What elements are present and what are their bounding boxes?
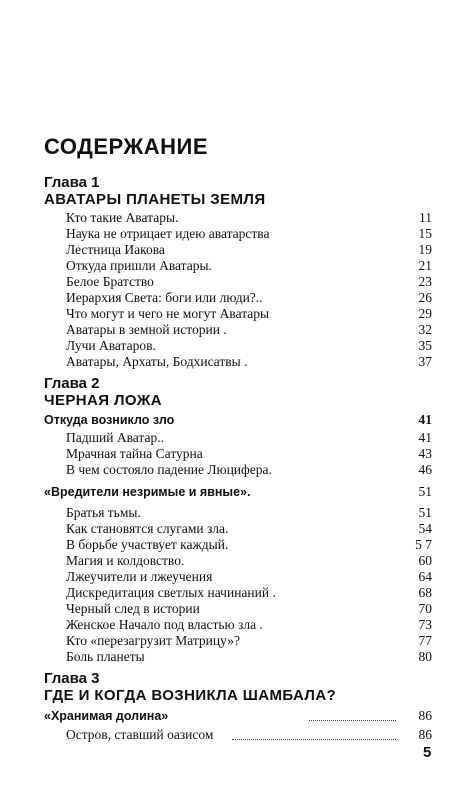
page-title: СОДЕРЖАНИЕ	[44, 134, 209, 159]
toc-entry[interactable]	[66, 210, 432, 226]
toc-entry-page: 60	[418, 553, 432, 568]
toc-entry[interactable]	[66, 537, 432, 553]
toc-entry-title: Иерархия Света: боги или люди?..	[66, 290, 263, 305]
chapter-2-number: Глава 2	[44, 375, 100, 392]
toc-section-title: «Вредители незримые и явные».	[44, 485, 251, 499]
toc-entry[interactable]	[66, 338, 432, 354]
toc-section[interactable]	[44, 708, 432, 724]
toc-entry-page: 23	[418, 274, 432, 289]
toc-entry[interactable]	[66, 430, 432, 446]
chapter-2-title: ЧЕРНАЯ ЛОЖА	[44, 392, 162, 409]
toc-entry-page: 43	[418, 446, 432, 461]
toc-entry[interactable]	[66, 274, 432, 290]
toc-entry-page: 19	[418, 242, 432, 257]
toc-entry-title: Кто такие Аватары.	[66, 210, 179, 225]
toc-entry-title: Откуда пришли Аватары.	[66, 258, 212, 273]
toc-entry-page: 73	[418, 617, 432, 632]
toc-entry[interactable]	[66, 226, 432, 242]
toc-entry-title: Белое Братство	[66, 274, 154, 289]
toc-entry[interactable]	[66, 505, 432, 521]
toc-entry-title: Мрачная тайна Сатурна	[66, 446, 203, 461]
toc-entry-page: 15	[418, 226, 432, 241]
chapter-3-title: ГДЕ И КОГДА ВОЗНИКЛА ШАМБАЛА?	[44, 687, 337, 704]
toc-entry[interactable]	[66, 553, 432, 569]
toc-entry-page: 21	[418, 258, 432, 273]
toc-entry-page: 54	[418, 521, 432, 536]
toc-entry-title: Что могут и чего не могут Аватары	[66, 306, 270, 321]
toc-entry[interactable]	[66, 242, 432, 258]
toc-entry[interactable]	[66, 258, 432, 274]
toc-entry-page: 68	[418, 585, 432, 600]
toc-entry-title: Наука не отрицает идею аватарства	[66, 226, 270, 241]
toc-entry-page: 11	[419, 210, 432, 225]
toc-entry-page: 37	[418, 354, 432, 369]
toc-entry-page: 86	[418, 727, 432, 742]
chapter-3-number: Глава 3	[44, 670, 100, 687]
toc-entry-page: 51	[418, 505, 432, 520]
toc-entry-page: 64	[418, 569, 432, 584]
toc-section-page: 86	[418, 708, 432, 723]
toc-entry[interactable]	[66, 354, 432, 370]
toc-entry-title: Падший Аватар..	[66, 430, 164, 445]
chapter-1-title: АВАТАРЫ ПЛАНЕТЫ ЗЕМЛЯ	[44, 191, 266, 208]
toc-section[interactable]	[44, 484, 432, 500]
toc-entry-page: 32	[418, 322, 432, 337]
toc-entry[interactable]	[66, 446, 432, 462]
toc-entry-title: Аватары в земной истории .	[66, 322, 227, 337]
toc-entry[interactable]	[66, 727, 432, 743]
toc-entry-title: Кто «перезагрузит Матрицу»?	[66, 633, 240, 648]
toc-entry-page: 35	[418, 338, 432, 353]
dot-leader	[232, 739, 396, 740]
toc-entry-title: Черный след в истории	[66, 601, 200, 616]
toc-entry-title: Дискредитация светлых начинаний .	[66, 585, 276, 600]
toc-section[interactable]	[44, 412, 432, 428]
toc-entry-title: Боль планеты	[66, 649, 145, 664]
toc-entry-page: 46	[418, 462, 432, 477]
toc-section-page: 41	[418, 412, 432, 427]
toc-entry-title: Как становятся слугами зла.	[66, 521, 229, 536]
toc-entry[interactable]	[66, 585, 432, 601]
toc-entry-title: Лучи Аватаров.	[66, 338, 156, 353]
toc-entry-title: Лжеучители и лжеучения	[66, 569, 213, 584]
toc-entry[interactable]	[66, 462, 432, 478]
toc-entry-title: Женское Начало под властью зла .	[66, 617, 263, 632]
toc-entry-page: 77	[418, 633, 432, 648]
toc-entry-title: В чем состояло падение Люцифера.	[66, 462, 272, 477]
toc-entry-page: 70	[418, 601, 432, 616]
toc-entry-title: Лестница Иакова	[66, 242, 165, 257]
toc-entry[interactable]	[66, 601, 432, 617]
toc-entry-page: 80	[418, 649, 432, 664]
toc-entry[interactable]	[66, 306, 432, 322]
toc-entry[interactable]	[66, 617, 432, 633]
toc-entry-page: 5 7	[415, 537, 432, 552]
toc-entry-title: Братья тьмы.	[66, 505, 141, 520]
toc-entry-page: 29	[418, 306, 432, 321]
toc-entry-page: 26	[418, 290, 432, 305]
toc-section-title: «Хранимая долина»	[44, 709, 169, 723]
toc-entry[interactable]	[66, 649, 432, 665]
page-number: 5	[423, 744, 432, 761]
toc-section-title: Откуда возникло зло	[44, 413, 175, 427]
toc-entry-page: 41	[418, 430, 432, 445]
toc-entry[interactable]	[66, 521, 432, 537]
dot-leader	[309, 720, 396, 721]
toc-section-page: 51	[418, 484, 432, 499]
toc-entry[interactable]	[66, 290, 432, 306]
toc-entry-title: Остров, ставший оазисом	[66, 727, 214, 742]
toc-entry[interactable]	[66, 633, 432, 649]
toc-entry[interactable]	[66, 322, 432, 338]
toc-entry-title: В борьбе участвует каждый.	[66, 537, 229, 552]
toc-entry-title: Аватары, Архаты, Бодхисатвы .	[66, 354, 248, 369]
chapter-1-number: Глава 1	[44, 174, 100, 191]
toc-entry-title: Магия и колдовство.	[66, 553, 185, 568]
toc-entry[interactable]	[66, 569, 432, 585]
